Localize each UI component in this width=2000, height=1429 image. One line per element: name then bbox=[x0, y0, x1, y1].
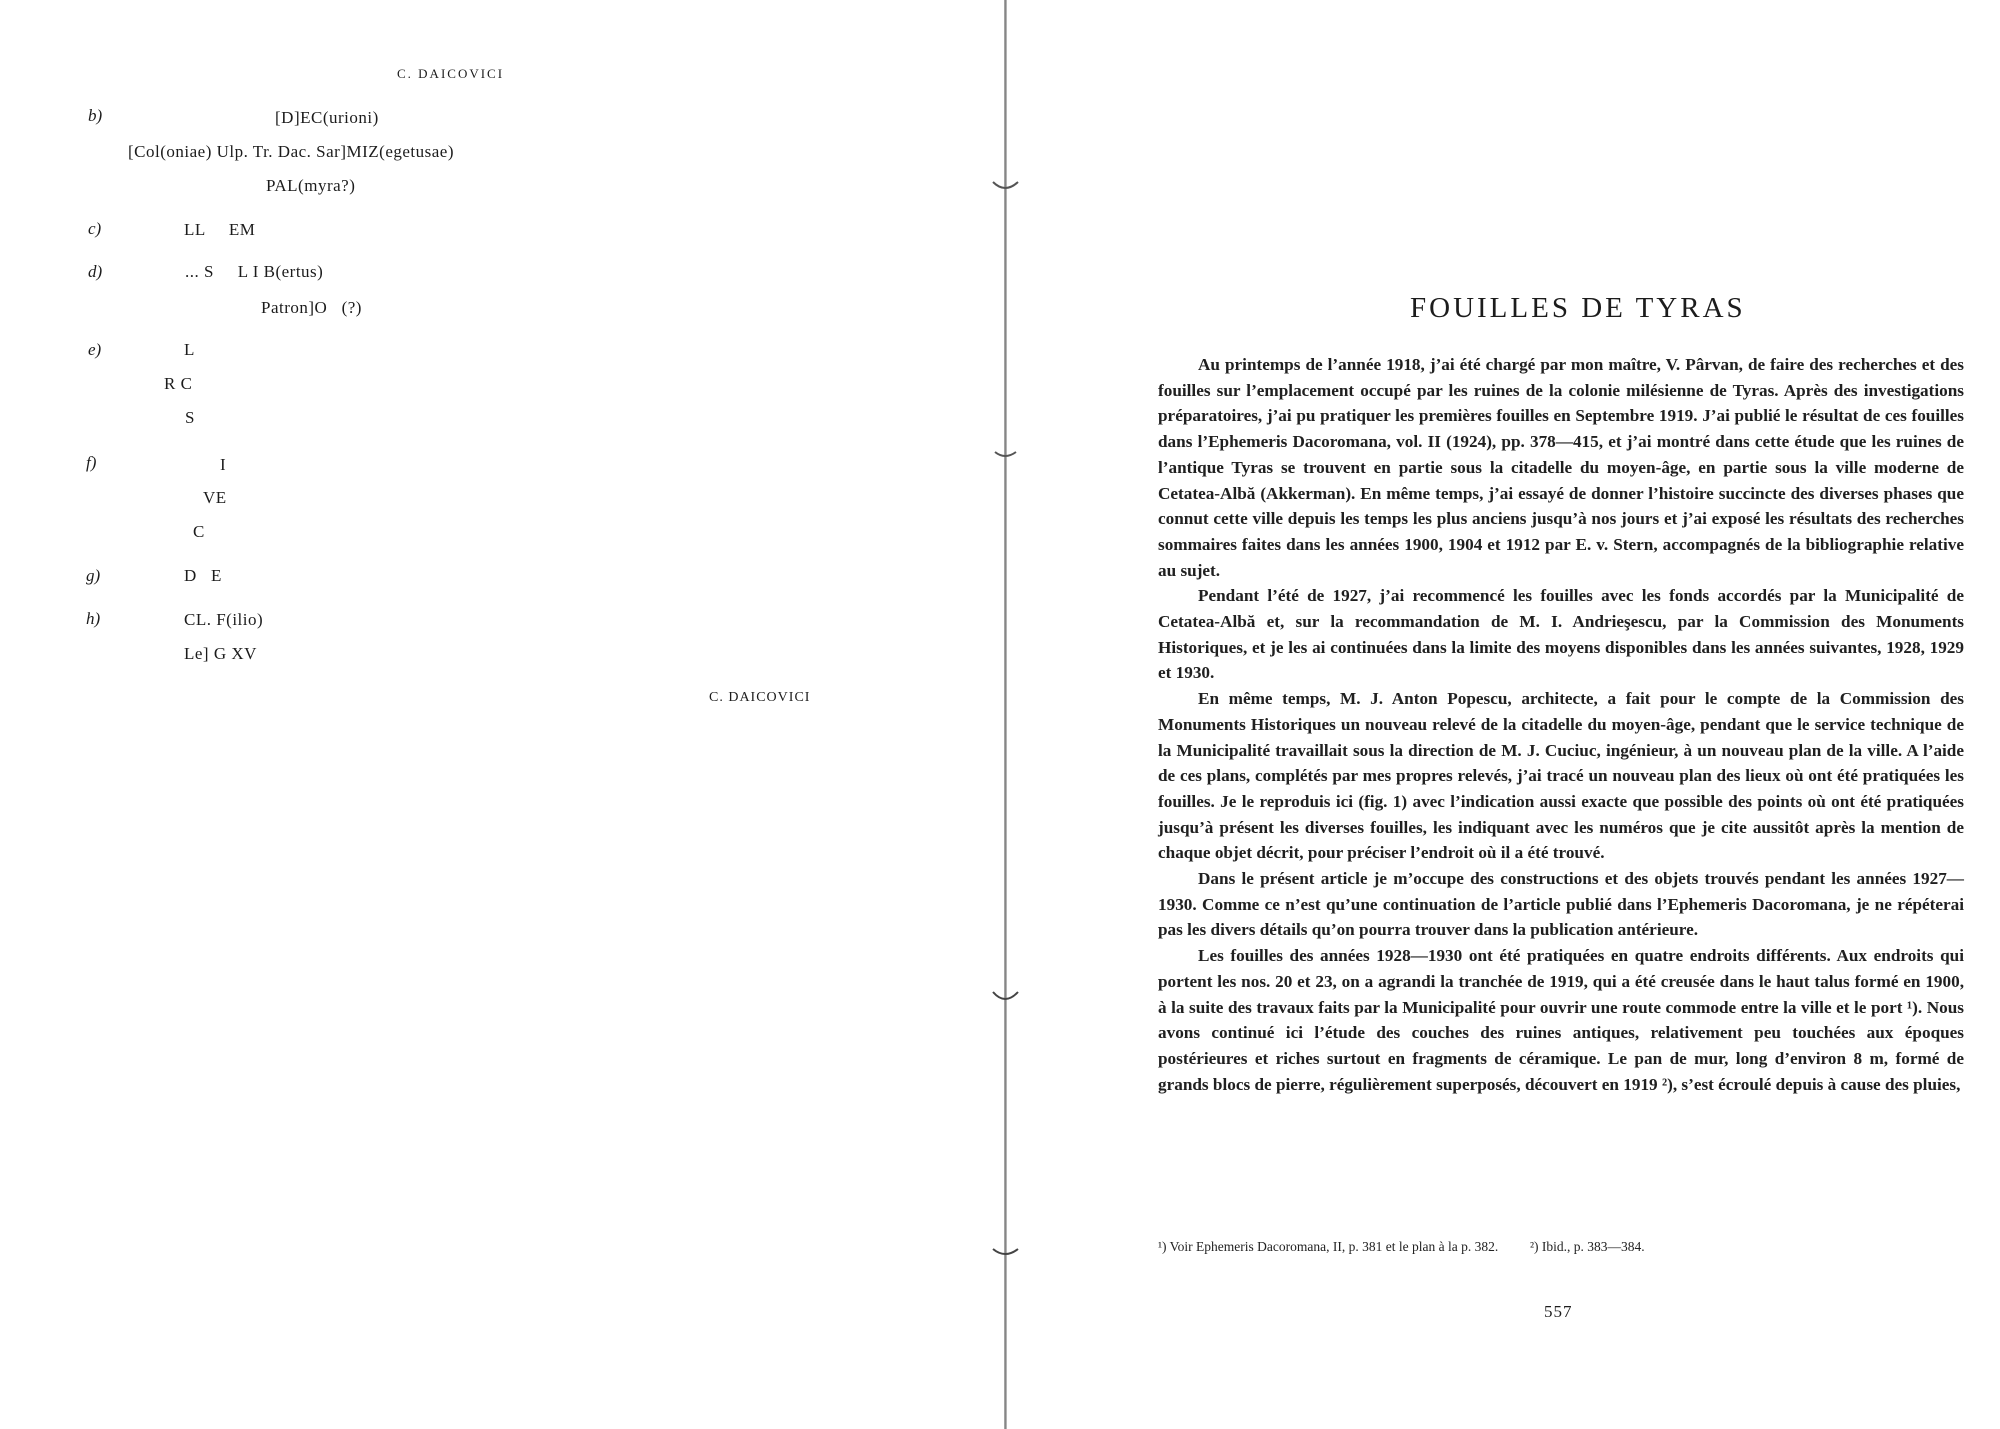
inscription-line: PAL(myra?) bbox=[266, 176, 356, 195]
section-label-e: e) bbox=[88, 340, 102, 359]
inscription-line: [Col(oniae) Ulp. Tr. Dac. Sar]MIZ(egetusae) bbox=[128, 142, 455, 161]
inscription-line: S bbox=[185, 408, 195, 427]
inscription-line: VE bbox=[203, 488, 227, 507]
inscription-line: [D]EC(urioni) bbox=[275, 108, 379, 127]
body-paragraph: Les fouilles des années 1928—1930 ont été pratiquées en quatre endroits différents. Aux endroits qui portent les nos. 20 et 23, on a agrandi la tranchée de 1919, qui a été creusée dans le haut talus formé en 1900, à la suite des travaux faits par la Municipalité pour ouvrir une route commode entre la ville et le port ¹). Nous avons continué ici l’étude des couches des ruines antiques, relativement peu touchées aux époques postérieures et riches surtout en fragments de céramique. Le pan de mur, long d’environ 8 m, formé de grands blocs de pierre, régulièrement superposés, découvert en 1919 ²), s’est écroulé depuis à cause des pluies, bbox=[1158, 946, 1964, 1094]
section-label-g: g) bbox=[86, 566, 101, 585]
running-foot-left: C. DAICOVICI bbox=[709, 690, 811, 705]
footnotes bbox=[1158, 1236, 1758, 1257]
page-number: 557 bbox=[1544, 1302, 1573, 1321]
article-body bbox=[1158, 352, 1964, 1097]
inscription-line: R C bbox=[164, 374, 193, 393]
inscription-line: L bbox=[184, 340, 195, 359]
inscription-line: ... S L I B(ertus) bbox=[185, 262, 324, 281]
inscription-line: Le] G XV bbox=[184, 644, 257, 663]
inscription-line: C bbox=[193, 522, 205, 541]
section-label-b: b) bbox=[88, 106, 103, 125]
inscription-line: I bbox=[220, 455, 227, 474]
section-label-c: c) bbox=[88, 219, 102, 238]
article-title: FOUILLES DE TYRAS bbox=[1410, 292, 1746, 324]
binding-stitch-icon bbox=[992, 448, 1019, 468]
footnote-1: ¹) Voir Ephemeris Dacoromana, II, p. 381 et le plan à la p. 382. bbox=[1158, 1239, 1499, 1254]
inscription-line: CL. F(ilio) bbox=[184, 610, 264, 629]
footnote-2: ²) Ibid., p. 383—384. bbox=[1530, 1239, 1645, 1254]
section-label-f: f) bbox=[86, 453, 97, 472]
body-paragraph: En même temps, M. J. Anton Popescu, architecte, a fait pour le compte de la Commission des Monuments Historiques un nouveau relevé de la citadelle du moyen-âge, pendant que le service technique de la Municipalité travaillait sous la direction de M. J. Cuciuc, ingénieur, à un nouveau plan de la ville. A l’aide de ces plans, complétés par mes propres relevés, j’ai tracé un nouveau plan des lieux où ont été pratiquées les fouilles. Je le reproduis ici (fig. 1) avec l’indication aussi exacte que possible des points où ont été pratiquées jusqu’à présent les diverses fouilles, les indiquant avec les numéros que je cite aussitôt après la mention de chaque objet décrit, pour préciser l’endroit où il a été trouvé. bbox=[1158, 689, 1964, 863]
binding-stitch-icon bbox=[992, 990, 1019, 1010]
inscription-line: D E bbox=[184, 566, 222, 585]
inscription-line: Patron]O (?) bbox=[261, 298, 362, 317]
section-label-h: h) bbox=[86, 609, 101, 628]
running-head-left: C. DAICOVICI bbox=[397, 66, 505, 81]
book-gutter bbox=[1004, 0, 1007, 1429]
body-paragraph: Dans le présent article je m’occupe des constructions et des objets trouvés pendant les années 1927—1930. Comme ce n’est qu’une continuation de l’article publié dans l’Ephemeris Dacoromana, je ne répéterai pas les divers détails qu’on pourra trouver dans la publication antérieure. bbox=[1158, 869, 1964, 940]
body-paragraph: Pendant l’été de 1927, j’ai recommencé les fouilles avec les fonds accordés par la Municipalité de Cetatea-Albă et, sur la recommandation de M. I. Andrieşescu, par la Commission des Monuments Historiques, et je les ai continuées dans la limite des moyens disponibles dans les années suivantes, 1928, 1929 et 1930. bbox=[1158, 586, 1964, 683]
inscription-line: LL EM bbox=[184, 220, 256, 239]
binding-stitch-icon bbox=[992, 180, 1019, 200]
section-label-d: d) bbox=[88, 262, 103, 281]
binding-stitch-icon bbox=[992, 1245, 1019, 1265]
body-paragraph: Au printemps de l’année 1918, j’ai été chargé par mon maître, V. Pârvan, de faire des recherches et des fouilles sur l’emplacement occupé par les ruines de la colonie milésienne de Tyras. Après des investigations préparatoires, j’ai pu pratiquer les premières fouilles en Septembre 1919. J’ai publié le résultat de ces fouilles dans l’Ephemeris Dacoromana, vol. II (1924), pp. 378—415, et j’ai montré dans cette étude que les ruines de l’antique Tyras se trouvent en partie sous la citadelle du moyen-âge, en partie sous la ville moderne de Cetatea-Albă (Akkerman). En même temps, j’ai essayé de donner l’histoire succincte des diverses phases que connut cette ville depuis les temps les plus anciens jusqu’à nos jours et j’ai exposé les résultats des recherches sommaires faites dans les années 1900, 1904 et 1912 par E. v. Stern, accompagnés de la bibliographie relative au sujet. bbox=[1158, 355, 1964, 580]
